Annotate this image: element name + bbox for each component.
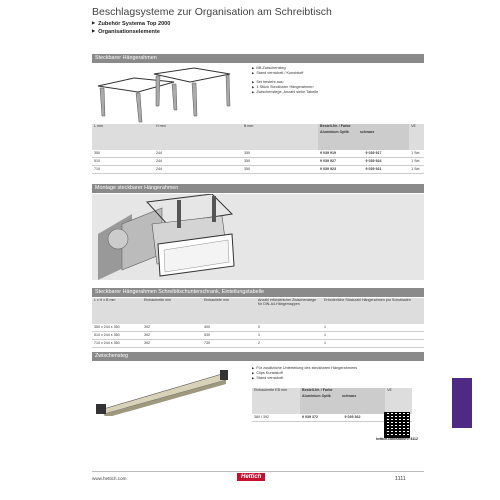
- table-cell: 510 x 244 x 350: [92, 332, 142, 340]
- page-number: 1111: [395, 476, 406, 482]
- table-cell: 244: [154, 158, 242, 166]
- footer-website[interactable]: www.hettich.com: [92, 476, 127, 481]
- hettich-logo: Hettich: [237, 473, 265, 481]
- set-item: ▶ 1 Stück Steckbarer Hängerahmen: [252, 85, 318, 90]
- color-subheader: Aluminium Optik: [320, 130, 349, 134]
- table-cell: 350 x 244 x 350: [92, 324, 142, 332]
- table-cell: 9 039 921: [364, 166, 410, 174]
- table-cell: 244: [154, 166, 242, 174]
- set-item: ▶ Zwischenstege, Anzahl siehe Tabelle: [252, 90, 318, 95]
- einteilung-table: [92, 298, 424, 348]
- table-header-row: [92, 298, 424, 324]
- table-cell: 350: [242, 158, 318, 166]
- table-cell: 9 039 917: [364, 150, 410, 158]
- feature-item: ▶ Mit Zwischensteg: [252, 66, 318, 71]
- montage-drawing: [92, 194, 424, 280]
- table-row: [92, 324, 424, 332]
- section-header-zwischensteg: Zwischensteg: [92, 352, 424, 361]
- table-cell: 392: [142, 332, 202, 340]
- table-cell: 730: [202, 340, 256, 348]
- table-row: [92, 332, 424, 340]
- table-cell: 244: [154, 150, 242, 158]
- table-header-cell: Anzahl erforderlicher Zwischenstege für DIN-A4-Hängemappen: [256, 298, 322, 324]
- qr-url[interactable]: hettich.com/short/f7f 8112: [376, 437, 418, 441]
- table-header-cell: B mm: [242, 124, 318, 150]
- table-cell: 530: [202, 332, 256, 340]
- table-row: [92, 166, 424, 174]
- table-cell: 350: [242, 150, 318, 158]
- table-row: [92, 150, 424, 158]
- table-cell: 392: [142, 324, 202, 332]
- table-header-cell: Einbaubreite EB mm: [252, 388, 300, 414]
- table-row: [92, 158, 424, 166]
- footer-divider: [92, 471, 424, 472]
- table-cell: 9 039 927: [318, 158, 364, 166]
- feature-item: ▶ Clips Kunststoff: [252, 371, 357, 376]
- table-header-row: [252, 388, 412, 414]
- table-cell: 392: [142, 340, 202, 348]
- breadcrumb-level-2: ▶ Organisationselemente: [92, 29, 160, 35]
- feature-item: ▶ Für zusätzliche Unterteilung des steckbaren Hängerahmens: [252, 366, 357, 371]
- table-cell: 9 039 372: [300, 414, 343, 422]
- section-header-einteilungstabelle: Steckbarer Hängerahmen Schreibtischunterschrank, Einteilungstabelle: [92, 288, 424, 297]
- table-header-row: [92, 124, 424, 150]
- section4-features: [252, 366, 357, 381]
- table-cell: 1: [322, 324, 424, 332]
- table-header-cell: L mm: [92, 124, 154, 150]
- color-subheader: schwarz: [342, 394, 357, 398]
- qr-code[interactable]: [384, 412, 410, 438]
- section1-table: [92, 124, 424, 174]
- section-header-haengerahmen: Steckbarer Hängerahmen: [92, 54, 424, 63]
- table-cell: 1: [256, 332, 322, 340]
- table-cell: 9 039 362: [343, 414, 386, 422]
- breadcrumb-level-1: ▶ Zubehör Systema Top 2000: [92, 21, 170, 27]
- table-cell: 1 Set: [409, 158, 424, 166]
- table-header-cell: [318, 124, 409, 150]
- table-cell: 510: [92, 158, 154, 166]
- section-header-montage: Montage steckbarer Hängerahmen: [92, 184, 424, 193]
- table-cell: 350: [92, 150, 154, 158]
- table-cell: 710: [92, 166, 154, 174]
- table-header-cell: VE: [385, 388, 412, 414]
- table-row: [92, 340, 424, 348]
- chapter-tab: [452, 378, 472, 428]
- table-cell: 1: [322, 340, 424, 348]
- table-cell: 0: [256, 324, 322, 332]
- table-cell: 1: [322, 332, 424, 340]
- order-header: Bestell-Nr. / Farbe: [320, 124, 351, 128]
- section1-features: [252, 66, 318, 95]
- color-subheader: Aluminium Optik: [302, 394, 331, 398]
- table-cell: 2: [256, 340, 322, 348]
- table-cell: 400: [202, 324, 256, 332]
- set-title: ▶ Set besteht aus:: [252, 80, 318, 85]
- table-header-cell: H mm: [154, 124, 242, 150]
- montage-illustration: [92, 194, 424, 280]
- table-cell: 710 x 244 x 350: [92, 340, 142, 348]
- table-header-cell: Einbaubreite mm: [142, 298, 202, 324]
- table-header-cell: VE: [409, 124, 424, 150]
- table-cell: 1 Set: [409, 150, 424, 158]
- haengerahmen-product-image: [94, 66, 232, 124]
- table-header-cell: Erforderliche Stückzahl Hängerahmen pro Schubladen: [322, 298, 424, 324]
- table-header-cell: [300, 388, 385, 414]
- table-cell: 380 / 392: [252, 414, 300, 422]
- feature-item: ▶ Stand vernickelt: [252, 376, 357, 381]
- order-header: Bestell-Nr. / Farbe: [302, 388, 333, 392]
- table-cell: 350: [242, 166, 318, 174]
- table-header-cell: Einbautiefe mm: [202, 298, 256, 324]
- table-cell: 9 039 924: [364, 158, 410, 166]
- zwischensteg-product-image: [94, 366, 232, 416]
- color-subheader: schwarz: [360, 130, 375, 134]
- page-title: Beschlagsysteme zur Organisation am Schreibtisch: [92, 6, 332, 18]
- table-cell: 9 039 923: [318, 166, 364, 174]
- table-header-cell: L x H x B mm: [92, 298, 142, 324]
- feature-item: ▶ Stand vernickelt / Kunststoff: [252, 71, 318, 76]
- table-cell: 9 039 919: [318, 150, 364, 158]
- table-cell: 1 Set: [409, 166, 424, 174]
